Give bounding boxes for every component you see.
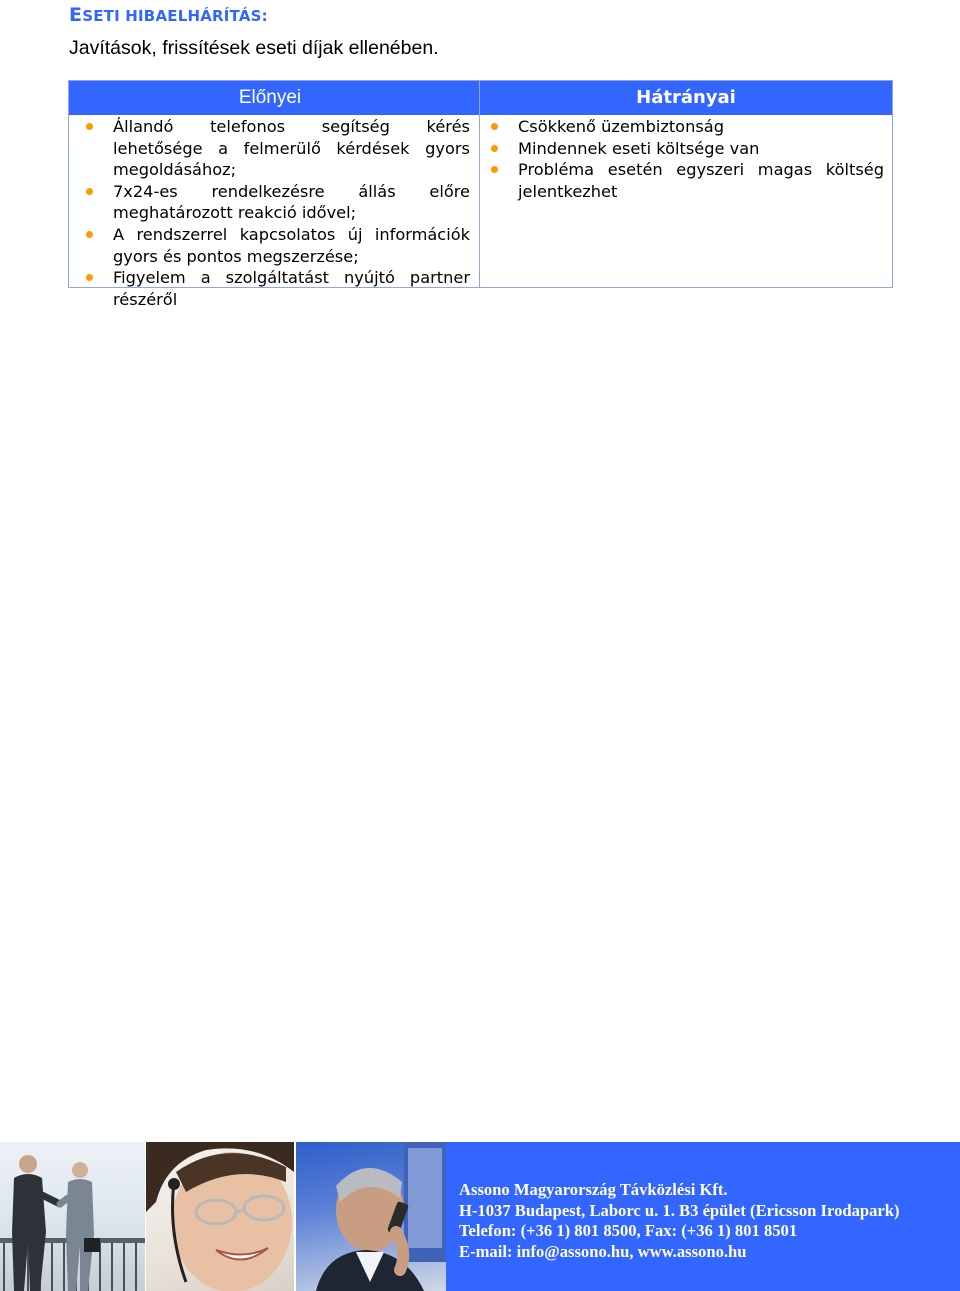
- businessman-illustration: [296, 1142, 446, 1291]
- advantages-list: [69, 116, 479, 310]
- list-item-text: Csökkenő üzembiztonság: [518, 117, 724, 136]
- list-item: [480, 159, 892, 202]
- contact-info: [459, 1180, 900, 1262]
- bullet-icon: [491, 166, 498, 173]
- list-item-text: Probléma esetén egyszeri magas költség jelentkezhet: [518, 160, 884, 201]
- list-item-text: A rendszerrel kapcsolatos új információk gyors és pontos megszerzése;: [113, 224, 470, 266]
- footer-banner: [0, 1142, 960, 1291]
- header-divider: [471, 81, 479, 115]
- bullet-icon: [491, 145, 498, 152]
- disadvantages-header: Hátrányai: [480, 81, 892, 115]
- company-name: Assono Magyarország Távközlési Kft.: [459, 1180, 728, 1199]
- advantages-column: [69, 81, 480, 309]
- list-item-text: 7x24-es rendelkezésre állás előre meghatározott reakció idővel;: [113, 181, 470, 223]
- handshake-illustration: [0, 1142, 145, 1291]
- businessman-phone-photo: [296, 1142, 446, 1291]
- list-item: [69, 267, 479, 310]
- advantages-header: Előnyei: [69, 81, 471, 115]
- list-item-text: Figyelem a szolgáltatást nyújtó partner részéről: [113, 268, 470, 309]
- heading-rest: SETI HIBAELHÁRÍTÁS:: [82, 7, 268, 25]
- section-subtitle: Javítások, frissítések eseti díjak ellenében.: [69, 37, 439, 59]
- list-item: [69, 224, 479, 267]
- operator-illustration: [146, 1142, 294, 1291]
- list-item: [69, 181, 479, 224]
- bullet-icon: [86, 188, 93, 195]
- headset-operator-photo: [146, 1142, 294, 1291]
- list-item: [480, 138, 892, 160]
- business-handshake-photo: [0, 1142, 145, 1291]
- bullet-icon: [86, 231, 93, 238]
- heading-initial: E: [69, 4, 83, 26]
- list-item: [480, 116, 892, 138]
- list-item: [69, 116, 479, 181]
- disadvantages-list: [480, 116, 892, 202]
- section-heading: [69, 4, 268, 26]
- company-email: E-mail: info@assono.hu, www.assono.hu: [459, 1241, 747, 1261]
- list-item-text: Mindennek eseti költsége van: [518, 138, 760, 158]
- bullet-icon: [86, 274, 93, 281]
- company-phone: Telefon: (+36 1) 801 8500, Fax: (+36 1) 801 8501: [459, 1221, 798, 1240]
- list-item-text: Állandó telefonos segítség kérés lehetősége a felmerülő kérdések gyors megoldásához;: [113, 117, 470, 180]
- disadvantages-column: [480, 81, 892, 287]
- company-address: H-1037 Budapest, Laborc u. 1. B3 épület (Ericsson Irodapark): [459, 1200, 900, 1220]
- bullet-icon: [86, 123, 93, 130]
- pros-cons-table: [68, 80, 893, 309]
- bullet-icon: [491, 123, 498, 130]
